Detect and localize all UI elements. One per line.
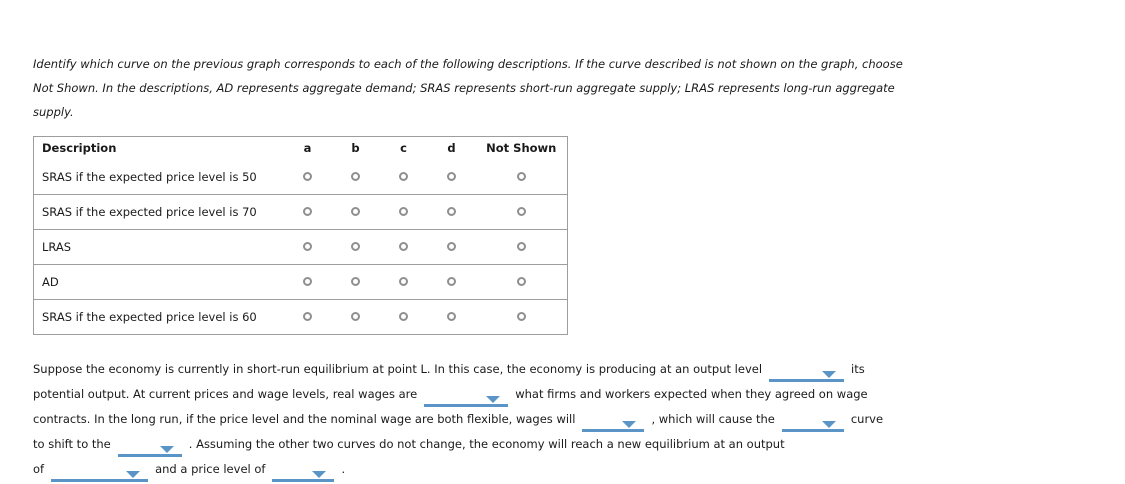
column-header-b: b [351,141,360,156]
radio-row4-not-shown[interactable] [517,312,526,321]
radio-row1-a[interactable] [303,207,312,216]
chevron-down-icon [160,446,174,453]
radio-row0-a[interactable] [303,172,312,181]
radio-row2-a[interactable] [303,242,312,251]
paragraph-text: what firms and workers expected when they agreed on wage [515,387,868,401]
row-label: AD [42,275,59,289]
radio-row0-d[interactable] [447,172,456,181]
column-header-c: c [400,141,407,156]
table-row [34,265,568,300]
column-header-a: a [303,141,312,156]
dropdown-which-curve[interactable] [782,420,844,432]
instructions-line: Identify which curve on the previous graph corresponds to each of the following descriptions. If the curve described is not shown on the graph, choose [33,57,903,71]
radio-row2-not-shown[interactable] [517,242,526,251]
radio-row0-not-shown[interactable] [517,172,526,181]
paragraph-text: its [851,362,865,376]
radio-row4-c[interactable] [399,312,408,321]
chevron-down-icon [822,421,836,428]
row-label: LRAS [42,240,72,254]
instructions-paragraph [33,52,903,124]
chevron-down-icon [622,421,636,428]
dropdown-new-output-level[interactable] [51,470,148,482]
radio-row3-not-shown[interactable] [517,277,526,286]
dropdown-real-wages-relative[interactable] [424,395,508,407]
dropdown-shift-direction[interactable] [118,445,182,457]
table-header-row [34,137,568,160]
instructions-line: supply. [33,105,74,119]
curve-identification-table [33,136,568,335]
paragraph-text: . [341,462,346,476]
radio-row3-b[interactable] [351,277,360,286]
paragraph-text: Suppose the economy is currently in short-run equilibrium at point L. In this case, the economy is producing at an output level [33,362,763,376]
radio-row4-b[interactable] [351,312,360,321]
instructions-line: Not Shown. In the descriptions, AD represents aggregate demand; SRAS represents short-run aggregate supply; LRAS represents long-run aggregate [33,81,895,95]
radio-row2-d[interactable] [447,242,456,251]
chevron-down-icon [486,396,500,403]
radio-row0-c[interactable] [399,172,408,181]
radio-row1-c[interactable] [399,207,408,216]
radio-row1-d[interactable] [447,207,456,216]
radio-row2-b[interactable] [351,242,360,251]
row-label: SRAS if the expected price level is 50 [42,169,257,184]
paragraph-text: contracts. In the long run, if the price level and the nominal wage are both flexible, wages will [33,412,576,426]
column-header-d: d [447,141,456,156]
table-row [34,230,568,265]
row-label: SRAS if the expected price level is 70 [42,205,257,219]
dropdown-output-level-relative[interactable] [769,370,844,382]
paragraph-text: of [33,462,45,476]
paragraph-text: potential output. At current prices and wage levels, real wages are [33,387,418,401]
chevron-down-icon [822,371,836,378]
radio-row1-not-shown[interactable] [517,207,526,216]
paragraph-text: . Assuming the other two curves do not change, the economy will reach a new equilibrium at an output [188,437,785,451]
radio-row4-d[interactable] [447,312,456,321]
radio-row1-b[interactable] [351,207,360,216]
fill-in-paragraph [33,357,883,482]
radio-row2-c[interactable] [399,242,408,251]
paragraph-text: to shift to the [33,437,111,451]
table-row [34,160,568,195]
radio-row4-a[interactable] [303,312,312,321]
radio-row0-b[interactable] [351,172,360,181]
chevron-down-icon [312,471,326,478]
dropdown-wages-will[interactable] [582,420,644,432]
paragraph-text: curve [850,412,884,426]
radio-row3-a[interactable] [303,277,312,286]
radio-row3-d[interactable] [447,277,456,286]
column-header-not-shown: Not Shown [486,141,557,156]
paragraph-text: and a price level of [155,462,266,476]
table-row [34,195,568,230]
chevron-down-icon [126,471,140,478]
radio-row3-c[interactable] [399,277,408,286]
table-row [34,300,568,335]
row-label: SRAS if the expected price level is 60 [42,310,257,324]
column-header-description: Description [42,141,117,156]
paragraph-text: , which will cause the [651,412,775,426]
dropdown-new-price-level[interactable] [272,470,334,482]
